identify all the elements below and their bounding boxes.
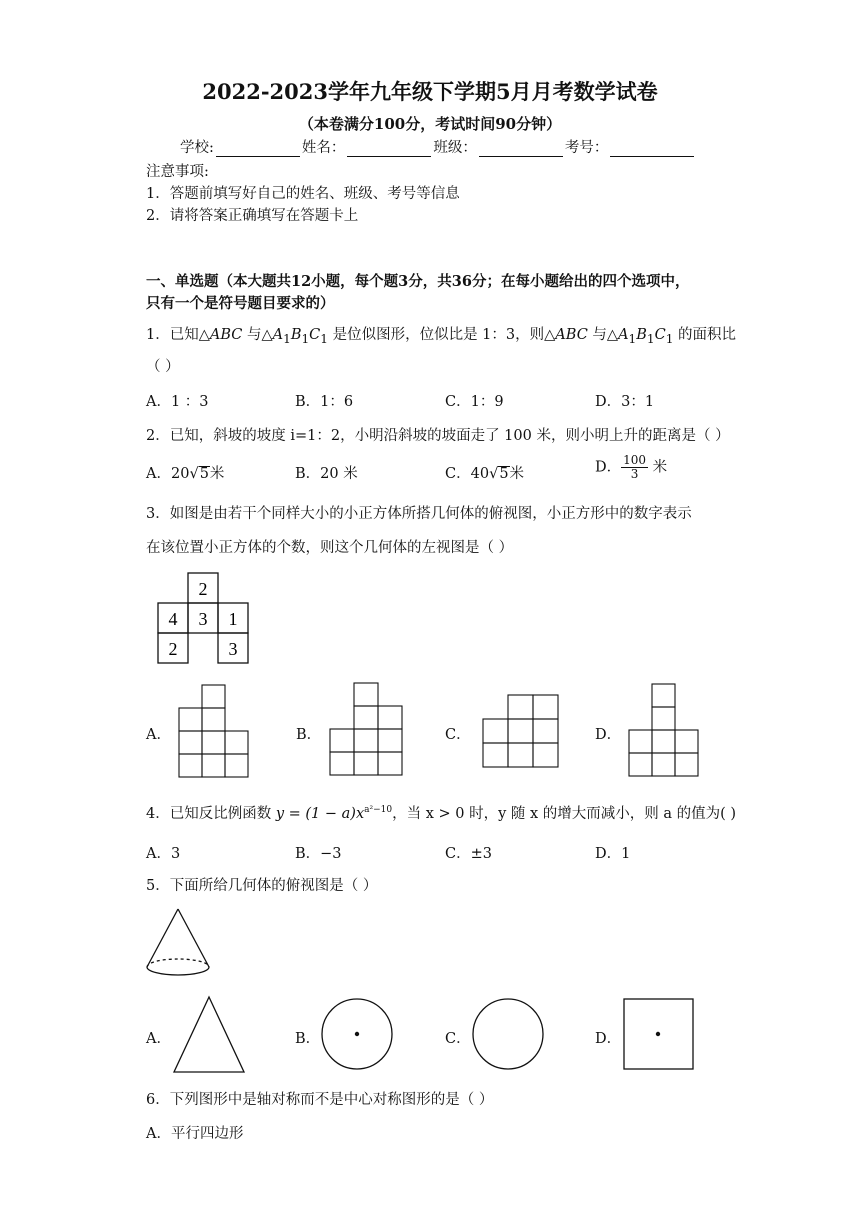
class-label: 班级： bbox=[433, 140, 477, 156]
option-b[interactable]: B． bbox=[296, 727, 322, 743]
exam-title: 2022-2023学年九年级下学期5月月考数学试卷 bbox=[202, 79, 658, 104]
grid-number: 2 bbox=[168, 639, 178, 659]
option-a[interactable]: A． bbox=[146, 727, 171, 743]
question-1: 1．已知△ABC 与$\triangle A_1B_1C_1$ 是位似图形，位似比是 1：3，则△ABC 与$\triangle A_1B_1C_1$ 的面积比 bbox=[146, 327, 736, 346]
grid-number: 2 bbox=[198, 579, 208, 599]
question-3-cont: 在该位置小正方体的个数，则这个几何体的左视图是（ ） bbox=[146, 540, 514, 556]
q5-cone-figure bbox=[147, 909, 209, 975]
q5-option-a-triangle bbox=[174, 997, 244, 1072]
option-a[interactable]: A．3 bbox=[146, 846, 181, 862]
q3-option-c-figure bbox=[483, 695, 558, 767]
option-c[interactable]: C． bbox=[445, 1031, 471, 1047]
notes-heading: 注意事项: bbox=[146, 164, 209, 180]
option-a[interactable]: A． bbox=[146, 1031, 171, 1047]
grid-number: 3 bbox=[198, 609, 208, 629]
q3-option-b-figure bbox=[330, 683, 402, 775]
school-label: 学校: bbox=[180, 140, 214, 156]
note-item: 1．答题前填写好自己的姓名、班级、考号等信息 bbox=[146, 186, 460, 202]
option-b[interactable]: B．1：6 bbox=[295, 394, 354, 410]
option-c[interactable]: C． bbox=[445, 727, 471, 743]
question-3: 3．如图是由若干个同样大小的小正方体所搭几何体的俯视图，小正方形中的数字表示 bbox=[146, 506, 692, 522]
section-heading-cont: 只有一个是符号题目要求的） bbox=[146, 295, 335, 312]
question-5: 5．下面所给几何体的俯视图是（ ） bbox=[146, 878, 378, 894]
option-b[interactable]: B．20 米 bbox=[295, 466, 358, 482]
section-heading: 一、单选题（本大题共12小题，每个题3分，共36分；在每小题给出的四个选项中， bbox=[146, 273, 690, 290]
q3-option-d-figure bbox=[629, 684, 698, 776]
answer-paren: （ ） bbox=[146, 359, 180, 375]
option-d[interactable]: D． $\frac{100}{3}$ 米 bbox=[595, 453, 668, 481]
option-d[interactable]: D． bbox=[595, 727, 622, 743]
name-label: 姓名： bbox=[301, 140, 346, 156]
grid-number: 3 bbox=[228, 639, 238, 659]
option-c[interactable]: C．40√5米 bbox=[445, 466, 525, 482]
exam-no-label: 考号： bbox=[564, 140, 609, 156]
option-a[interactable]: A．1 ：3 bbox=[146, 394, 209, 410]
option-a[interactable]: A．平行四边形 bbox=[146, 1126, 244, 1142]
question-2: 2．已知，斜坡的坡度 i=1：2，小明沿斜坡的坡面走了 100 米，则小明上升的距离是（ ） bbox=[146, 428, 730, 444]
option-b[interactable]: B．−3 bbox=[295, 846, 342, 862]
grid-number: 1 bbox=[228, 609, 238, 629]
grid-number: 4 bbox=[168, 609, 178, 629]
q5-option-c-circle bbox=[473, 999, 543, 1069]
question-6: 6．下列图形中是轴对称而不是中心对称图形的是（ ） bbox=[146, 1092, 494, 1108]
q3-option-a-figure bbox=[179, 685, 248, 777]
option-c[interactable]: C．1：9 bbox=[445, 394, 504, 410]
option-d[interactable]: D．3：1 bbox=[595, 394, 655, 410]
question-4: 4．已知反比例函数 $y = (1 - a)x^{a^2-10}$，当 x > 0 时，y 随 x 的增大而减小，则 a 的值为( ) bbox=[146, 805, 737, 822]
option-d[interactable]: D．1 bbox=[595, 846, 631, 862]
option-b[interactable]: B． bbox=[295, 1031, 321, 1047]
exam-subtitle: （本卷满分100分，考试时间90分钟） bbox=[298, 115, 562, 133]
q5-option-b-center-dot bbox=[355, 1032, 359, 1036]
option-d[interactable]: D． bbox=[595, 1031, 622, 1047]
note-item: 2．请将答案正确填写在答题卡上 bbox=[146, 208, 359, 224]
option-a[interactable]: A．20√5米 bbox=[146, 466, 225, 482]
q5-option-d-center-dot bbox=[656, 1032, 660, 1036]
option-c[interactable]: C．±3 bbox=[445, 846, 492, 862]
